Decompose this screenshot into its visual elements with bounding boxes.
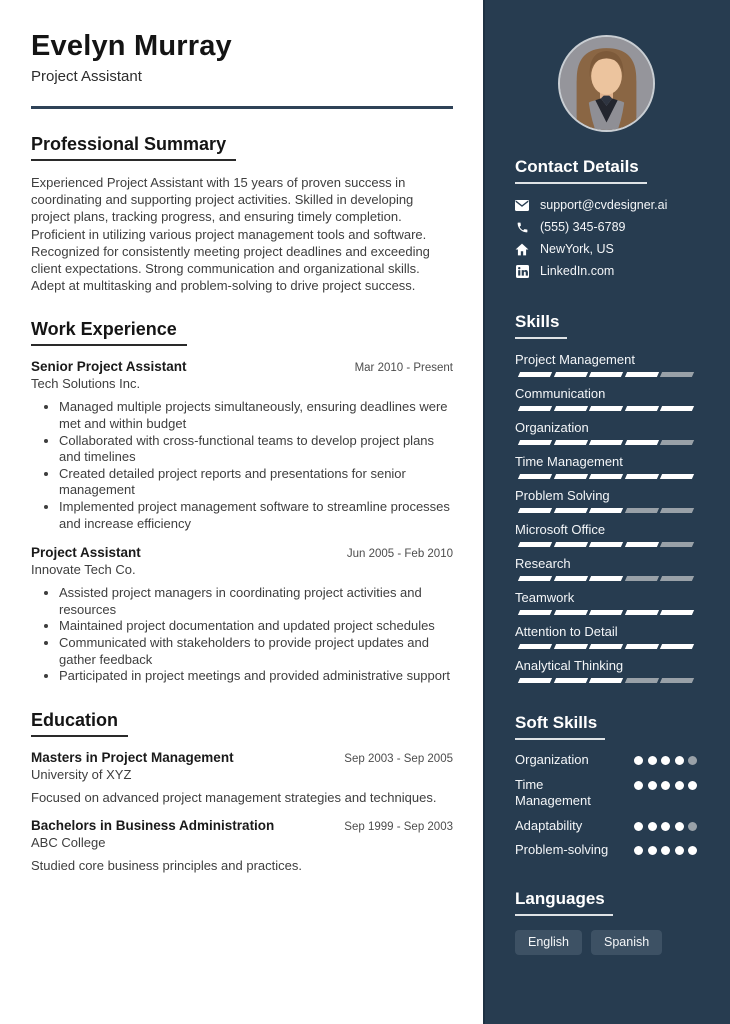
job-entry [31, 359, 453, 532]
skill-level-segment [553, 474, 587, 479]
education-entry [31, 818, 453, 873]
job-bullet: • Managed multiple projects simultaneously, ensuring deadlines were met and within budget [59, 399, 453, 432]
job-header [31, 545, 453, 560]
rating-dot [648, 822, 657, 831]
skill-label: Communication [515, 386, 606, 401]
skill-label: Research [515, 556, 571, 571]
languages-heading: Languages [515, 889, 613, 916]
contact-phone: (555) 345-6789 [540, 220, 626, 234]
degree-title: Masters in Project Management [31, 749, 234, 765]
education-dates: Sep 1999 - Sep 2003 [344, 820, 453, 833]
skill-level-segment [553, 576, 587, 581]
job-company: Tech Solutions Inc. [31, 376, 141, 392]
rating-dot [648, 756, 657, 765]
job-bullet: • Collaborated with cross-functional teams to develop project plans and timelines [59, 433, 453, 466]
skill-level-segment [589, 440, 623, 445]
skill-level-bar [515, 678, 697, 683]
rating-dot [661, 756, 670, 765]
skill-level-bar [515, 406, 697, 411]
school-name: University of XYZ [31, 766, 132, 782]
rating-dot [675, 846, 684, 855]
contact-row-linkedin[interactable] [515, 264, 697, 278]
profile-photo-illustration [560, 37, 653, 130]
skill-level-segment [589, 474, 623, 479]
skill-level-bar [515, 576, 697, 581]
job-bullet: • Created detailed project reports and presentations for senior management [59, 466, 453, 499]
skill-level-segment [589, 678, 623, 683]
rating-dot [634, 822, 643, 831]
rating-dot [634, 756, 643, 765]
skill-level-segment [660, 440, 694, 445]
skill-item [515, 590, 697, 615]
rating-dot [675, 822, 684, 831]
soft-skill-rating [634, 756, 697, 765]
education-header [31, 818, 453, 833]
job-bullet: • Implemented project management software to streamline processes and increase efficiency [59, 499, 453, 532]
job-title: Senior Project Assistant [31, 359, 187, 375]
skill-level-segment [553, 406, 587, 411]
languages-list [515, 930, 697, 955]
skill-item [515, 624, 697, 649]
education-description: Studied core business principles and practices. [31, 857, 302, 873]
rating-dot [688, 781, 697, 790]
job-header [31, 359, 453, 374]
job-bullet-list [31, 399, 453, 532]
skill-level-segment [660, 508, 694, 513]
rating-dot [648, 846, 657, 855]
skill-label: Attention to Detail [515, 624, 618, 639]
skill-level-segment [589, 644, 623, 649]
skill-item [515, 454, 697, 479]
skill-level-segment [660, 610, 694, 615]
person-name: Evelyn Murray [31, 30, 232, 62]
soft-skill-rating [634, 781, 697, 790]
job-bullet-list [31, 585, 453, 685]
experience-heading: Work Experience [31, 319, 187, 346]
skill-level-segment [518, 474, 552, 479]
skill-level-segment [518, 440, 552, 445]
skill-level-segment [625, 474, 659, 479]
contact-heading: Contact Details [515, 157, 647, 184]
home-icon [515, 242, 529, 256]
skill-item [515, 522, 697, 547]
education-heading: Education [31, 710, 128, 737]
degree-title: Bachelors in Business Administration [31, 817, 275, 833]
summary-section [31, 134, 453, 294]
education-description: Focused on advanced project management strategies and techniques. [31, 789, 437, 805]
skill-level-segment [625, 576, 659, 581]
skill-level-segment [518, 508, 552, 513]
skill-level-segment [589, 576, 623, 581]
skill-level-segment [518, 644, 552, 649]
skill-level-segment [553, 372, 587, 377]
skill-label: Problem Solving [515, 488, 610, 503]
profile-photo [558, 35, 655, 132]
education-section [31, 710, 453, 873]
phone-icon [515, 220, 529, 234]
rating-dot [688, 846, 697, 855]
skill-level-segment [625, 508, 659, 513]
skill-label: Analytical Thinking [515, 658, 624, 673]
skill-level-segment [518, 542, 552, 547]
skill-level-segment [625, 406, 659, 411]
job-dates: Jun 2005 - Feb 2010 [346, 548, 453, 561]
soft-skill-label: Problem-solving [515, 842, 609, 857]
education-header [31, 750, 453, 765]
contact-row-phone[interactable] [515, 220, 697, 234]
skill-level-segment [553, 508, 587, 513]
job-bullet: • Assisted project managers in coordinating project activities and resources [59, 585, 453, 618]
job-company: Innovate Tech Co. [31, 562, 136, 578]
skills-section [515, 312, 697, 683]
job-bullet: • Participated in project meetings and provided administrative support [59, 668, 453, 685]
rating-dot [661, 781, 670, 790]
rating-dot [634, 781, 643, 790]
rating-dot [661, 846, 670, 855]
skills-list [515, 352, 697, 683]
skill-label: Organization [515, 420, 589, 435]
skill-level-bar [515, 440, 697, 445]
skill-level-bar [515, 508, 697, 513]
skill-level-segment [589, 406, 623, 411]
contact-list [515, 198, 697, 278]
skill-level-segment [518, 372, 552, 377]
skill-level-segment [553, 610, 587, 615]
job-bullet: • Maintained project documentation and updated project schedules [59, 618, 453, 635]
skill-label: Project Management [515, 352, 635, 367]
person-job-title: Project Assistant [31, 68, 142, 85]
soft-skill-row [515, 842, 697, 859]
soft-skills-list [515, 752, 697, 859]
contact-row-email[interactable] [515, 198, 697, 212]
skill-label: Time Management [515, 454, 623, 469]
skill-level-segment [518, 576, 552, 581]
education-dates: Sep 2003 - Sep 2005 [344, 752, 453, 765]
skill-item [515, 352, 697, 377]
contact-row-location[interactable] [515, 242, 697, 256]
skill-level-bar [515, 610, 697, 615]
rating-dot [634, 846, 643, 855]
linkedin-icon [515, 264, 529, 278]
skill-level-segment [660, 576, 694, 581]
soft-skill-label: Adaptability [515, 817, 583, 833]
skill-level-segment [625, 644, 659, 649]
skill-level-segment [625, 610, 659, 615]
skill-level-segment [553, 644, 587, 649]
rating-dot [648, 781, 657, 790]
rating-dot [675, 756, 684, 765]
skill-level-segment [553, 542, 587, 547]
rating-dot [688, 822, 697, 831]
soft-skill-row [515, 777, 697, 810]
skill-level-segment [660, 372, 694, 377]
skill-label: Microsoft Office [515, 522, 606, 537]
header-divider [31, 106, 453, 109]
skill-item [515, 386, 697, 411]
skill-item [515, 556, 697, 581]
soft-skill-rating [634, 846, 697, 855]
sidebar [483, 0, 730, 1024]
skill-level-segment [589, 542, 623, 547]
skills-heading: Skills [515, 312, 567, 339]
experience-section [31, 319, 453, 684]
soft-skills-section [515, 713, 697, 859]
summary-text: Experienced Project Assistant with 15 years of proven success in coordinating and supporting project activities. Skilled in developing project plans, tracking progress, and ensuring timely completion. Proficient in utilizing various project management tools and software. Recognized for consistently meeting project deadlines and exceeding client expectations. Strong communication and organizational skills. Adept at multitasking and problem-solving to drive project success. [31, 175, 430, 294]
skill-level-segment [660, 644, 694, 649]
contact-location: NewYork, US [540, 242, 614, 256]
job-entry [31, 545, 453, 685]
skill-level-segment [660, 474, 694, 479]
skill-level-bar [515, 372, 697, 377]
summary-heading: Professional Summary [31, 134, 236, 161]
skill-label: Teamwork [515, 590, 575, 605]
skill-level-segment [625, 678, 659, 683]
school-name: ABC College [31, 834, 106, 850]
skill-level-bar [515, 542, 697, 547]
skill-level-segment [518, 610, 552, 615]
soft-skill-label: Organization [515, 752, 589, 767]
skill-level-bar [515, 644, 697, 649]
skill-item [515, 658, 697, 683]
skill-level-segment [518, 406, 552, 411]
contact-linkedin: LinkedIn.com [540, 264, 615, 278]
education-entry [31, 750, 453, 805]
skill-level-bar [515, 474, 697, 479]
soft-skill-label: Time Management [515, 776, 591, 808]
skill-level-segment [625, 440, 659, 445]
languages-section [515, 889, 697, 955]
skill-level-segment [553, 440, 587, 445]
contact-email: support@cvdesigner.ai [540, 198, 668, 212]
skill-item [515, 420, 697, 445]
skill-level-segment [660, 542, 694, 547]
skill-level-segment [589, 610, 623, 615]
soft-skills-heading: Soft Skills [515, 713, 605, 740]
rating-dot [675, 781, 684, 790]
skill-level-segment [625, 372, 659, 377]
soft-skill-row [515, 818, 697, 835]
rating-dot [661, 822, 670, 831]
skill-level-segment [518, 678, 552, 683]
language-pill-english[interactable]: English [515, 930, 582, 955]
skill-level-segment [660, 678, 694, 683]
skill-level-segment [589, 372, 623, 377]
soft-skill-row [515, 752, 697, 769]
skill-item [515, 488, 697, 513]
skill-level-segment [589, 508, 623, 513]
job-bullet: • Communicated with stakeholders to provide project updates and gather feedback [59, 635, 453, 668]
contact-section [515, 157, 697, 278]
skill-level-segment [660, 406, 694, 411]
job-title: Project Assistant [31, 545, 141, 561]
rating-dot [688, 756, 697, 765]
skill-level-segment [625, 542, 659, 547]
language-pill-spanish[interactable]: Spanish [591, 930, 662, 955]
soft-skill-rating [634, 822, 697, 831]
skill-level-segment [553, 678, 587, 683]
email-icon [515, 198, 529, 212]
job-dates: Mar 2010 - Present [354, 362, 453, 375]
